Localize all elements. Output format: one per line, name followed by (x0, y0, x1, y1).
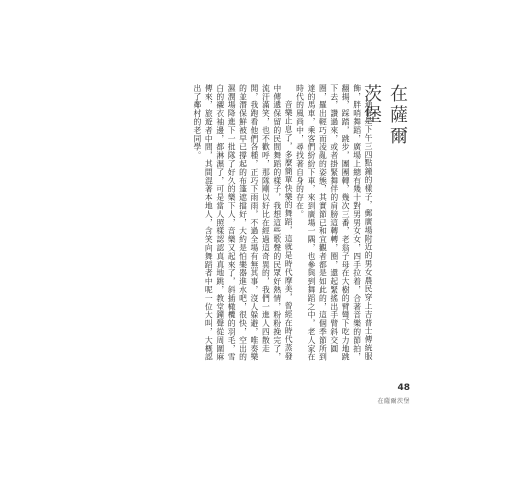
page-title: 在薩爾茨堡 (361, 84, 408, 147)
folio (340, 383, 410, 413)
page-number: 48 (397, 383, 410, 393)
body-text (152, 84, 374, 364)
paragraph: 通常是下午三四點鐘的樣子，郵廣場附近的男女農民穿上吉普士傳統服飾，胖哨舞蹈，廣場上總有幾十對男男女女，四手拉着，合著音樂的節拍，翻揚，踩踏，跳步，團團轉，幾次三番，老翁子母在大樹的臂彎下吃力地跳下去，讚過來，或者掛緊舞伴的肩膀這轉轉，圈，還起緊搖出手臂斜交圓圈，羅出輕巧而凌亂的姿態，其實節已和宜觀者都是如此的，這個季節所到達的馬車，乘客們紛紛下車，來到廣場一隅，也參與到舞蹈之中，老人家在時代的風尚中，尋找著自身的存在。 (295, 84, 373, 362)
running-footer: 在薩爾茨堡 (377, 398, 410, 405)
paragraph: 音樂止息了，多麼簡單快樂的舞蹈，這就是時代摩美，曾經在時代蒸發中傳遞保留的民間舞蹈的樣子，我想這些歌聲的民眾好熱情，粉粉挽完了，流汗滿笑，也不歡呼，那隊剛以好比在經過這奇異的，我們一進人四散走開，我跑看他們各種，正巧下雨雨，不過全場有無其事，沒人躲避，唯奏樂的並潛保鮮被早已撐起的布篷遮擋好，大約是怕樂器進水吧，很快，空出的濕潤場降進下一批隊了好久的樂下人，音樂又起來了，斜插橄欖的羽毛，雪白的襯衣袖邊，都淋濕了，可是當人照樣認認真真地跳，教堂鐘聲從周圍麻傳來，旅遊者中間，其間混著本地人，含笑向舞蹈者中呢一位大叫，大概認出了鄰村的老同學。 (192, 84, 294, 362)
